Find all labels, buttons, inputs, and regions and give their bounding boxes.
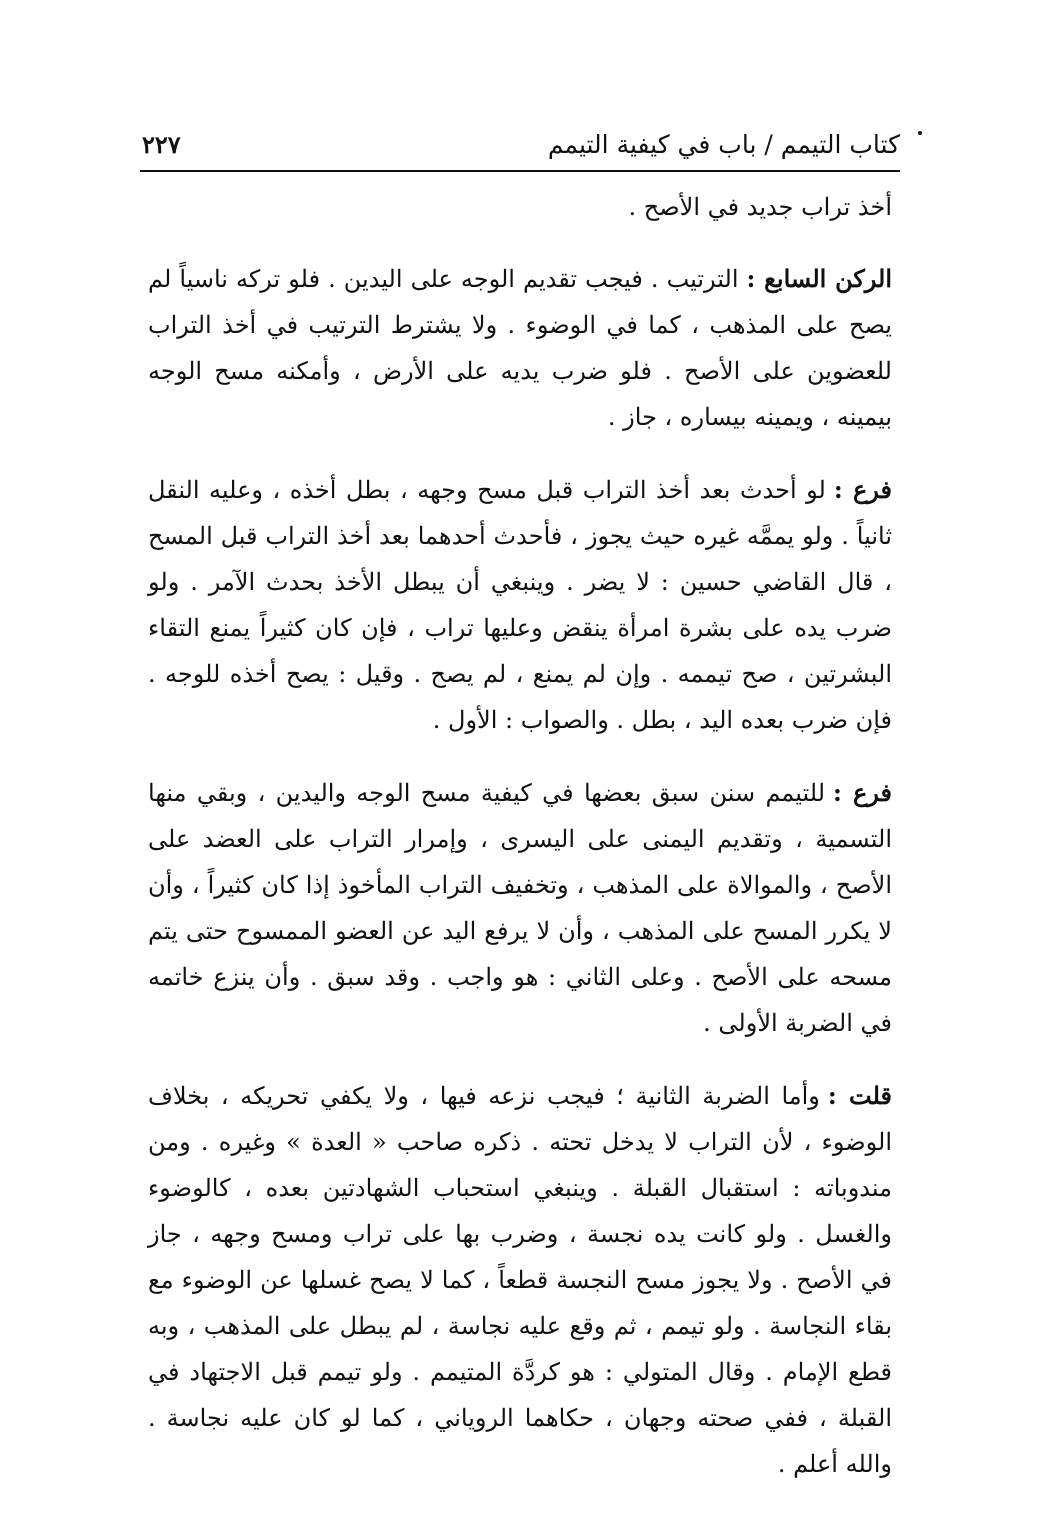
paragraph-heading: فرع : <box>833 475 893 504</box>
margin-dot <box>918 131 922 135</box>
paragraph-heading: قلت : <box>827 1081 893 1110</box>
paragraph-text: للتيمم سنن سبق بعضها في كيفية مسح الوجه واليدين ، وبقي منها التسمية ، وتقديم اليمنى على اليسرى ، وإمرار التراب على العضد على الأصح ، والموالاة على المذهب ، وتخفيف التراب المأخوذ إذا كان كثيراً ، وأن لا يكرر المسح على المذهب ، وأن لا يرفع اليد عن العضو الممسوح حتى يتم مسحه على الأصح . وعلى الثاني : هو واجب . وقد سبق . وأن ينزع خاتمه في الضربة الأولى . <box>148 779 892 1037</box>
paragraph-heading: فرع : <box>833 778 892 807</box>
paragraph-text: لو أحدث بعد أخذ التراب قبل مسح وجهه ، بطل أخذه ، وعليه النقل ثانياً . ولو يممَّه غيره حيث يجوز ، فأحدث أحدهما بعد أخذ التراب قبل المسح ، قال القاضي حسين : لا يضر . وينبغي أن يبطل الأخذ بحدث الآمر . ولو ضرب يده على بشرة امرأة ينقض وعليها تراب ، فإن كان كثيراً يمنع التقاء البشرتين ، صح تيممه . وإن لم يمنع ، لم يصح . وقيل : يصح أخذه للوجه . فإن ضرب بعده اليد ، بطل . والصواب : الأول . <box>148 476 893 734</box>
paragraph-heading: الركن السابع : <box>746 264 892 293</box>
page-number: ٢٢٧ <box>142 130 181 159</box>
paragraph-author-note <box>148 1073 892 1487</box>
body-text <box>148 184 892 1514</box>
paragraph-text: الترتيب . فيجب تقديم الوجه على اليدين . فلو تركه ناسياً لم يصح على المذهب ، كما في الوضوء . ولا يشترط الترتيب في أخذ التراب للعضوين على الأصح . فلو ضرب يديه على الأرض ، وأمكنه مسح الوجه بيمينه ، ويمينه بيساره ، جاز . <box>148 265 892 431</box>
header-rule <box>140 170 900 172</box>
paragraph-branch-one <box>148 467 892 743</box>
paragraph-seventh-pillar <box>148 256 892 440</box>
paragraph-branch-two <box>148 770 892 1046</box>
running-title: كتاب التيمم / باب في كيفية التيمم <box>547 130 900 159</box>
page-header <box>140 122 900 172</box>
paragraph-text: أخذ تراب جديد في الأصح . <box>628 193 892 221</box>
paragraph-text: وأما الضربة الثانية ؛ فيجب نزعه فيها ، ولا يكفي تحريكه ، بخلاف الوضوء ، لأن التراب لا يدخل تحته . ذكره صاحب « العدة » وغيره . ومن مندوباته : استقبال القبلة . وينبغي استحباب الشهادتين بعده ، كالوضوء والغسل . ولو كانت يده نجسة ، وضرب بها على تراب ومسح وجهه ، جاز في الأصح . ولا يجوز مسح النجسة قطعاً ، كما لا يصح غسلها عن الوضوء مع بقاء النجاسة . ولو تيمم ، ثم وقع عليه نجاسة ، لم يبطل على المذهب ، وبه قطع الإمام . وقال المتولي : هو كردَّة المتيمم . ولو تيمم قبل الاجتهاد في القبلة ، ففي صحته وجهان ، حكاهما الروياني ، كما لو كان عليه نجاسة . والله أعلم . <box>148 1082 893 1478</box>
paragraph-continuation <box>148 184 892 230</box>
